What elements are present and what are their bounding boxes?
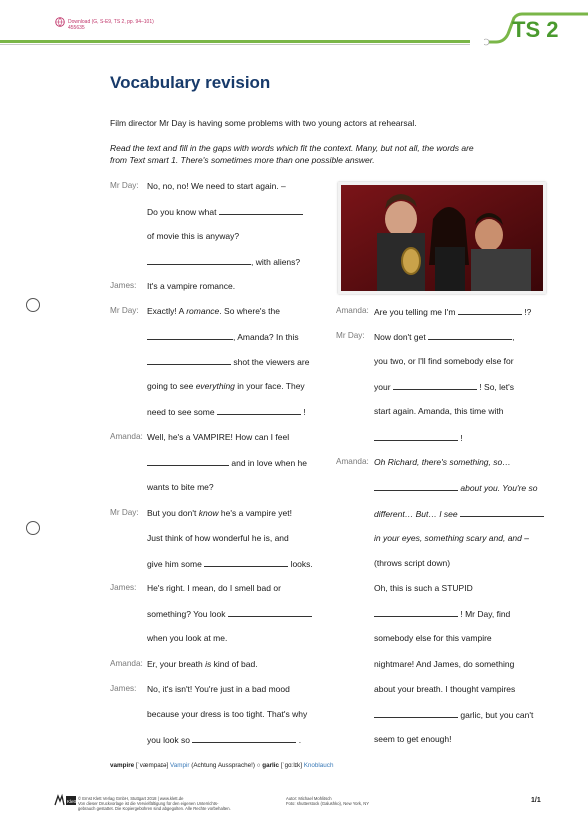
speaker-label: Mr Day: [110,508,139,517]
speaker-label: Mr Day: [336,331,365,340]
header-rule-thin [0,44,470,45]
dialogue-line [147,734,301,745]
answer-gap[interactable] [147,331,233,340]
answer-gap[interactable] [217,406,301,415]
dialogue-line: because your dress is too tight. That's why [147,709,308,719]
speaker-label: James: [110,281,137,290]
dialogue-text: different… But… I see [374,509,458,519]
dialogue-line [147,457,307,468]
dialogue-text: garlic, but you can't [460,710,534,720]
dialogue-line [147,306,280,316]
page-number: 1/1 [531,797,541,804]
dialogue-line: somebody else for this vampire [374,633,492,643]
dialogue-line [374,482,537,493]
dialogue-text: ! [460,433,463,443]
dialogue-line [147,508,292,518]
dialogue-text: your [374,382,391,392]
dialogue-line: Well, he's a VAMPIRE! How can I feel [147,432,290,442]
dialogue-line: start again. Amanda, this time with [374,406,504,416]
dialogue-line: of movie this is anyway? [147,231,240,241]
glossary-pronunciation: [ˈɡɑːlɪk] [279,762,304,769]
dialogue-line [147,331,299,342]
dialogue-emphasis: know [198,508,219,518]
dialogue-line [147,608,312,619]
glossary-translation: Vampir [170,762,190,769]
dialogue-line: Oh, this is such a STUPID [374,583,473,593]
dialogue-text: Er, your breath [147,659,206,669]
dialogue-text: !? [524,307,532,317]
stage-direction: (throws script down) [374,558,451,568]
speaker-label: James: [110,684,137,693]
answer-gap[interactable] [204,558,288,567]
speaker-label: Mr Day: [110,306,139,315]
download-code: 455635 [68,25,85,31]
dialogue-text: , [512,332,515,342]
dialogue-emphasis: everything [195,381,235,391]
dialogue-line [147,381,305,391]
dialogue-line [374,306,531,317]
dialogue-text: need to see some [147,407,215,417]
section-tab-label: TS 2 [512,17,559,42]
answer-gap[interactable] [393,381,477,390]
dialogue-line [374,608,510,619]
dialogue-text: Are you telling me I'm [374,307,456,317]
download-icon [55,17,65,27]
dialogue-text: looks. [290,559,313,569]
dialogue-line [374,508,544,519]
dialogue-line [147,356,309,367]
credits [286,796,369,806]
author-credit: Autor: Michael Mohlitsch [286,796,332,801]
dialogue-text: kind of bad. [211,659,258,669]
copyright-notice [78,796,231,811]
klett-logo [54,793,76,807]
dialogue-text: and in love when he [231,458,307,468]
dialogue-line: you two, or I'll find somebody else for [374,356,514,366]
dialogue-text: But you don't [147,508,199,518]
dialogue-line: wants to bite me? [147,482,214,492]
dialogue-line [374,331,514,342]
speaker-label: Mr Day: [110,181,139,190]
scene-photo [338,182,546,294]
intro-text: Film director Mr Day is having some problems with two young actors at rehearsal. [110,118,417,128]
copyright-line: © Ernst Klett Verlag GmbH, Stuttgart 2018 | www.klett.de [78,796,184,801]
dialogue-text: shot the viewers are [233,357,310,367]
dialogue-line [147,659,258,669]
copyright-line: gebrauch gestattet. Die Kopiergebühren sind abgegolten. Alle Rechte vorbehalten. [78,806,231,811]
dialogue-text: going to see [147,381,196,391]
dialogue-line [147,256,300,267]
dialogue-line: He's right. I mean, do I smell bad or [147,583,281,593]
dialogue-line: No, it's isn't! You're just in a bad mood [147,684,290,694]
glossary-pronunciation: [ˈvæmpaɪə] [134,762,170,769]
dialogue-line: No, no, no! We need to start again. – [147,181,286,191]
instruction-line: Read the text and fill in the gaps with words which fit the context. Many, but not all, the words are [110,143,474,153]
answer-gap[interactable] [374,432,458,441]
download-reference[interactable] [68,19,154,31]
dialogue-text: in your face. They [234,381,305,391]
answer-gap[interactable] [428,331,515,342]
dialogue-text: Do you know what [147,207,217,217]
answer-gap[interactable] [374,709,458,718]
glossary-note: (Achtung Aussprache!) [189,762,255,769]
dialogue-line: in your eyes, something scary and, and – [374,533,529,543]
dialogue-line: Just think of how wonderful he is, and [147,533,289,543]
answer-gap[interactable] [458,306,522,315]
copyright-line: Von dieser Druckvorlage ist die Vervielfältigung für den eigenen Unterrichts- [78,801,219,806]
dialogue-text: ! So, let's [479,382,514,392]
dialogue-text: , with aliens? [251,257,301,267]
dialogue-line: when you look at me. [147,633,228,643]
dialogue-line [147,558,313,569]
speaker-label: Amanda: [336,306,369,315]
dialogue-text: . So where's the [219,306,280,316]
glossary-translation: Knoblauch [303,762,334,769]
dialogue-line: It's a vampire romance. [147,281,236,291]
answer-gap[interactable] [228,608,312,617]
dialogue-text: ! [303,407,306,417]
dialogue-line: Oh Richard, there's something, so… [374,457,511,467]
dialogue-line [374,381,514,392]
answer-gap[interactable] [460,508,544,517]
dialogue-text: Now don't get [374,332,426,342]
dialogue-text: give him some [147,559,202,569]
answer-gap[interactable] [219,206,303,215]
speaker-label: Amanda: [110,432,143,441]
instruction-line: from Text smart 1. There's sometimes more than one possible answer. [110,155,375,165]
answer-gap[interactable] [147,457,229,466]
dialogue-line: nightmare! And James, do something [374,659,515,669]
dialogue-line: about your breath. I thought vampires [374,684,516,694]
dialogue-text: something? You look [147,609,226,619]
instructions [110,142,550,166]
dialogue-text: ! Mr Day, find [460,609,511,619]
dialogue-line: seem to get enough! [374,734,452,744]
speaker-label: James: [110,583,137,592]
glossary [110,762,333,769]
header-rule [0,40,470,43]
dialogue-line [147,406,306,417]
answer-gap[interactable] [192,734,296,743]
dialogue-text: . [298,735,302,745]
answer-gap[interactable] [147,256,251,265]
speaker-label: Amanda: [110,659,143,668]
speaker-label: Amanda: [336,457,369,466]
photo-credit: Foto: shutterstock (Galushko), New York, NY [286,801,370,806]
download-line: Download (G, S-E9, TS 2, pp. 94–101) [68,19,154,25]
dialogue-text: you look so [147,735,190,745]
punch-hole [26,521,40,535]
klett-logo-text: Klett [67,799,76,804]
answer-gap[interactable] [374,482,458,491]
dialogue-text: , Amanda? In this [233,332,299,342]
dialogue-text: he's a vampire yet! [218,508,292,518]
page-title: Vocabulary revision [110,73,271,92]
dialogue-line [374,432,463,443]
dialogue-emphasis: romance [186,306,220,316]
dialogue-line [374,709,533,720]
answer-gap[interactable] [147,356,231,365]
dialogue-line [147,206,303,217]
answer-gap[interactable] [374,608,458,617]
glossary-word: vampire [110,762,135,769]
punch-hole [26,298,40,312]
glossary-word: garlic [262,762,280,769]
dialogue-emphasis: is [205,659,212,669]
glossary-separator-icon: ○ [256,762,261,769]
dialogue-text: Exactly! A [147,306,187,316]
dialogue-text: about you. You're so [460,483,538,493]
